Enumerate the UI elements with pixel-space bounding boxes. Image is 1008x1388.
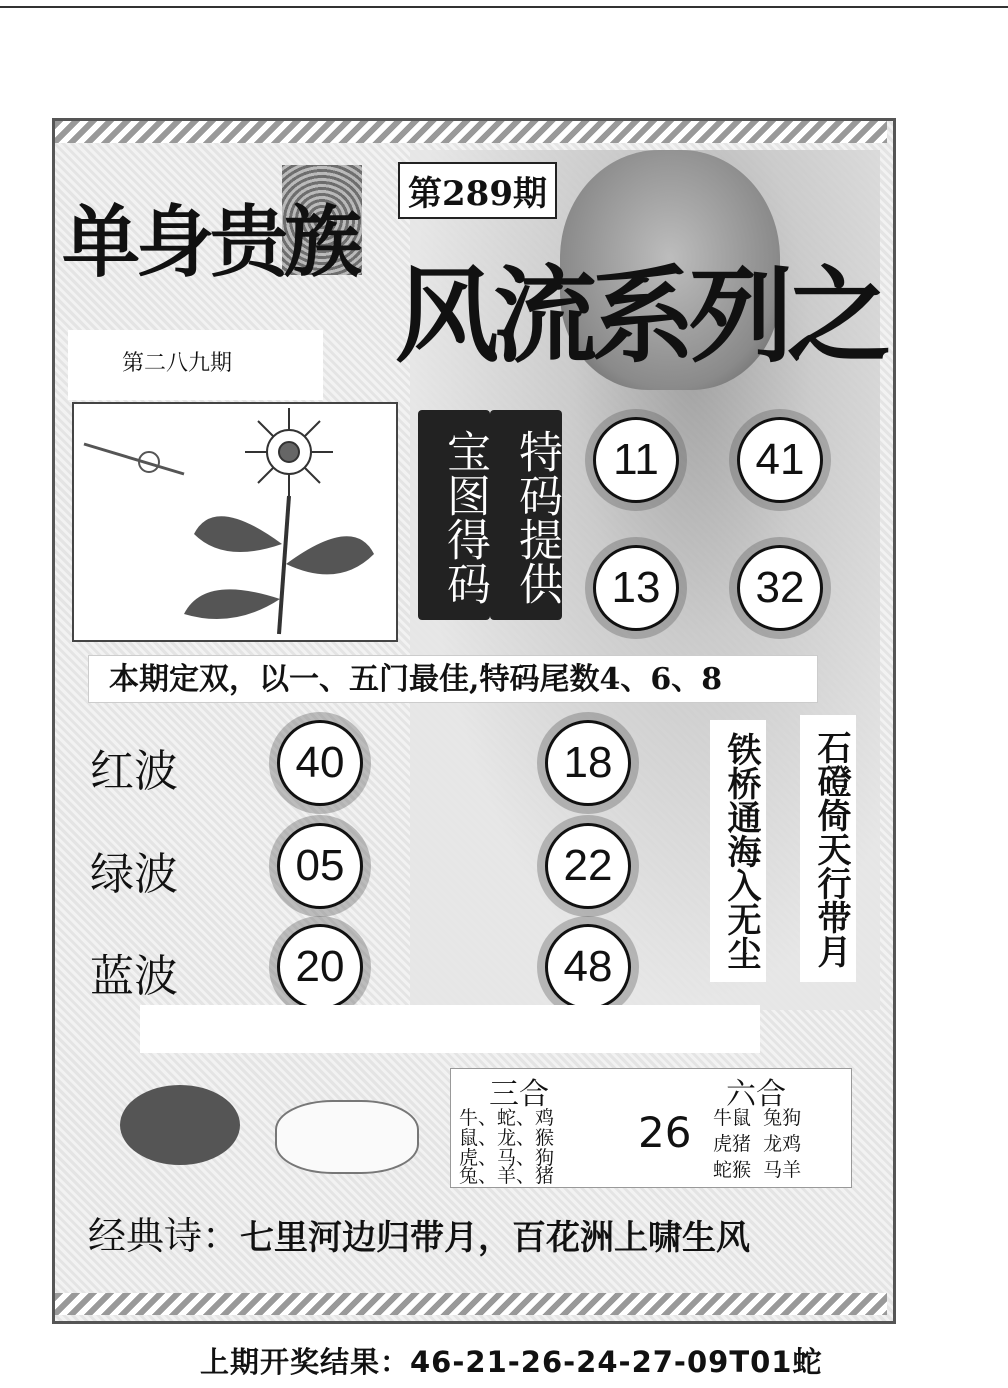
sunflower-icon	[74, 404, 396, 640]
verse-left: 铁桥通海入无尘	[710, 720, 766, 982]
wave-red-num-2: 18	[545, 720, 631, 806]
pick-1: 11	[593, 417, 679, 503]
brand-title: 单身贵族	[62, 197, 359, 288]
pick-4: 32	[737, 545, 823, 631]
top-rule	[0, 6, 1008, 8]
bottom-border-pattern	[55, 1293, 887, 1315]
liuhe-row: 牛鼠 兔狗	[713, 1107, 802, 1129]
top-border-pattern	[55, 121, 887, 143]
he-number: 26	[638, 1108, 692, 1157]
issue-cn: 第二八九期	[122, 351, 233, 376]
sunflower-illustration	[72, 402, 398, 642]
poem-text: 七里河边归带月，百花洲上啸生风	[240, 1218, 751, 1258]
liuhe-row: 虎猪 龙鸡	[713, 1133, 802, 1155]
sanhe-row: 牛、蛇、鸡	[459, 1107, 555, 1129]
wave-red-num-1: 40	[277, 720, 363, 806]
sanhe-row: 鼠、龙、猴	[459, 1127, 555, 1149]
badge-tema: 特码提供	[490, 410, 562, 620]
liuhe-row: 蛇猴 马羊	[713, 1159, 802, 1181]
wave-green-num-2: 22	[545, 823, 631, 909]
pick-3: 13	[593, 545, 679, 631]
sanhe-row: 虎、马、狗	[459, 1147, 555, 1169]
blank-strip	[140, 1005, 760, 1053]
rat-icon	[120, 1085, 240, 1165]
wave-blue-num-2: 48	[545, 924, 631, 1010]
wave-green-label: 绿波	[90, 849, 178, 900]
pick-2: 41	[737, 417, 823, 503]
issue-number: 第289期	[398, 162, 557, 219]
last-result: 上期开奖结果：46-21-26-24-27-09T01蛇	[200, 1345, 823, 1379]
wave-blue-num-1: 20	[277, 924, 363, 1010]
verse-right: 石磴倚天行带月	[800, 715, 856, 982]
badge-baotu: 宝图得码	[418, 410, 490, 620]
poem-line	[88, 1205, 750, 1260]
wave-green-num-1: 05	[277, 823, 363, 909]
series-title: 风流系列之	[395, 254, 886, 377]
liuhe-title: 六合	[726, 1077, 786, 1112]
pig-icon	[275, 1100, 419, 1174]
sanhe-title: 三合	[489, 1077, 549, 1112]
wave-blue-label: 蓝波	[90, 951, 178, 1002]
poem-label: 经典诗：	[88, 1214, 241, 1258]
hint-banner: 本期定双，以一、五门最佳,特码尾数4、6、8	[88, 655, 818, 703]
wave-red-label: 红波	[90, 746, 178, 797]
sanhe-row: 兔、羊、猪	[459, 1165, 555, 1187]
